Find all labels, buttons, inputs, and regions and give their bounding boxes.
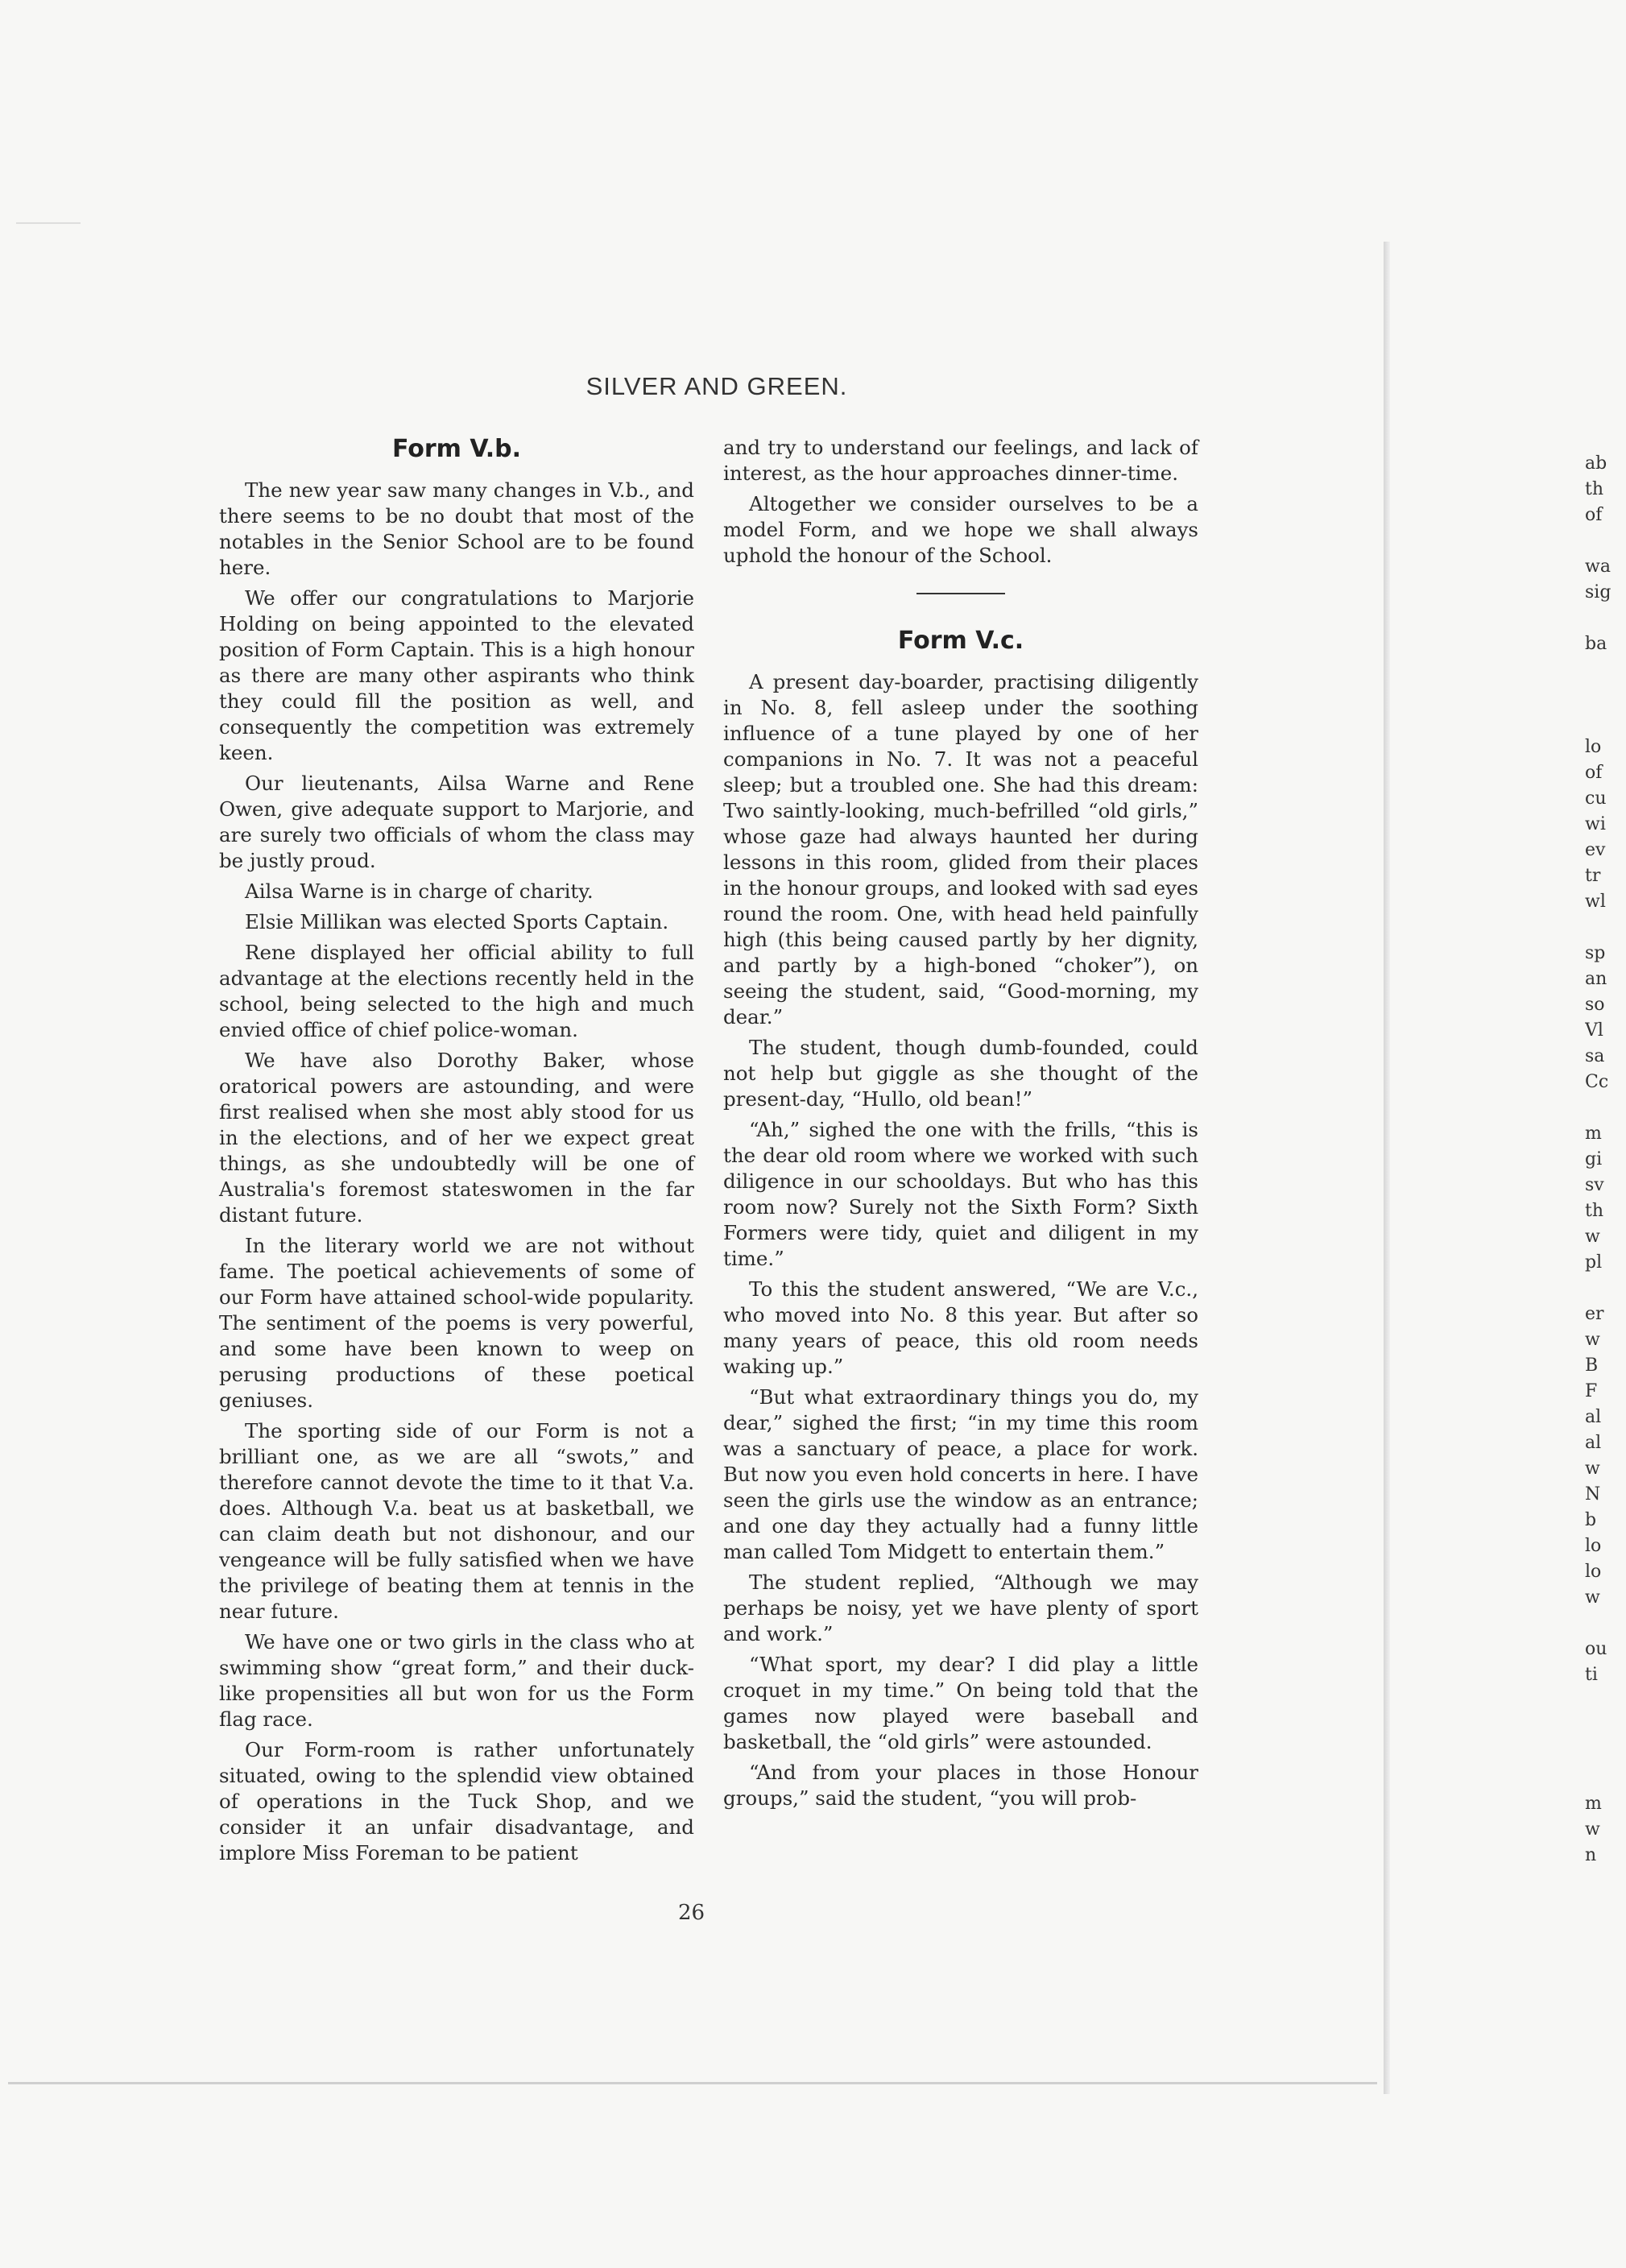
facing-page-fragment: pl: [1585, 1252, 1603, 1273]
paragraph: “What sport, my dear? I did play a little croquet in my time.” On being told that the games now played were baseball and basketball, the “old girls” were astounded.: [723, 1653, 1198, 1753]
paragraph: The sporting side of our Form is not a brilliant one, as we are all “swots,” and therefore cannot devote the time to it that V.a. does. Although V.a. beat us at basketball, we can claim death but not dishonour, and our vengeance will be fully satisfied when we have the privilege of beating them at tennis in the near future.: [219, 1419, 694, 1623]
facing-page-fragment: wl: [1585, 892, 1606, 912]
facing-page-fragment: tr: [1585, 866, 1601, 886]
facing-page-fragment: [1585, 657, 1625, 683]
page-number: 26: [678, 1901, 705, 1925]
facing-page-fragment: th: [1585, 1201, 1604, 1221]
running-header: SILVER AND GREEN.: [585, 372, 848, 400]
facing-page-fragment: sig: [1585, 582, 1612, 602]
paragraph: Our Form-room is rather unfortunately situated, owing to the splendid view obtained of operations in the Tuck Shop, and we consider it an unfair disadvantage, and implore Miss Foreman to be patient: [219, 1738, 694, 1864]
paragraph: Our lieutenants, Ailsa Warne and Rene Owen, give adequate support to Marjorie, and are surely two officials of whom the class may be justly proud.: [219, 772, 694, 872]
paragraph: “But what extraordinary things you do, my dear,” sighed the first; “in my time this room was a sanctuary of peace, a place for work. But now you even hold concerts in here. I have seen the girls use the window as an entrance; and one day they actually had a funny little man called Tom Midgett to entertain them.”: [723, 1385, 1198, 1563]
left-column: [219, 435, 694, 1871]
facing-page-fragment: ba: [1585, 634, 1607, 654]
facing-page-fragment: ou: [1585, 1639, 1607, 1659]
paragraph: “And from your places in those Honour groups,” said the student, “you will prob-: [723, 1761, 1198, 1810]
form-vc-heading: Form V.c.: [897, 627, 1024, 655]
facing-page-fragment: [1585, 1095, 1625, 1121]
form-vb-heading: Form V.b.: [391, 435, 521, 463]
paragraph: To this the student answered, “We are V.c., who moved into No. 8 this year. But after so many years of peace, this old room needs waking up.”: [723, 1277, 1198, 1378]
facing-page-fragment: [1585, 1740, 1625, 1765]
facing-page-fragment: lo: [1585, 737, 1602, 757]
facing-page-fragment: al: [1585, 1433, 1602, 1453]
facing-page-fragment: al: [1585, 1407, 1602, 1427]
paragraph: We offer our congratulations to Marjorie Holding on being appointed to the elevated position of Form Captain. This is a high honour as there are many other aspirants who think they could fill the position as well, and consequently the competition was extremely keen.: [219, 586, 694, 764]
paragraph: A present day-boarder, practising diligently in No. 8, fell asleep under the soothing influence of a tune played by one of her companions in No. 7. It was not a peaceful sleep; but a troubled one. She had this dream: Two saintly-looking, much-befrilled “old girls,” whose gaze had always haunted her during lessons in this room, glided from their places in the honour groups, and looked with sad eyes round the room. One, with head held painfully high (this being caused partly by her dignity, and partly by a high-boned “choker”), on seeing the student, said, “Good-morning, my dear.”: [723, 670, 1198, 1028]
facing-page-fragment: wa: [1585, 557, 1611, 577]
paragraph: We have also Dorothy Baker, whose oratorical powers are astounding, and were first realised when she most ably stood for us in the elections, and of her we expect great things, as she undoubtedly will be one of Australia's foremost stateswomen in the far distant future.: [219, 1049, 694, 1227]
facing-page-fragment: [1585, 709, 1625, 735]
paragraph: We have one or two girls in the class who at swimming show “great form,” and their duck-like propensities all but won for us the Form flag race.: [219, 1630, 694, 1731]
facing-page-fragment: wi: [1585, 814, 1606, 834]
paragraph: The student, though dumb-founded, could not help but giggle as she thought of the present-day, “Hullo, old bean!”: [723, 1036, 1198, 1111]
paragraph: In the literary world we are not without fame. The poetical achievements of some of our Form have attained school-wide popularity. The sentiment of the poems is very powerful, and some have been known to weep on perusing productions of these poetical geniuses.: [219, 1234, 694, 1412]
facing-page-fragment: so: [1585, 995, 1605, 1015]
paragraph: Elsie Millikan was elected Sports Captain.: [245, 910, 669, 933]
facing-page-fragment: gi: [1585, 1149, 1603, 1169]
scan-edge-top: [16, 222, 81, 224]
facing-page-fragment: sa: [1585, 1046, 1605, 1066]
facing-page-fragment: m: [1585, 1124, 1602, 1144]
facing-page-fragment: [1585, 1765, 1625, 1791]
facing-page-fragment: [1585, 606, 1625, 631]
paragraph: Rene displayed her official ability to full advantage at the elections recently held in the school, being selected to the high and much envied office of chief police-woman.: [219, 941, 694, 1041]
facing-page-fragment: er: [1585, 1304, 1604, 1324]
paragraph: “Ah,” sighed the one with the frills, “this is the dear old room where we worked with such diligence in our schooldays. But who has this room now? Surely not the Sixth Form? Sixth Formers were tidy, quiet and diligent in my time.”: [723, 1118, 1198, 1270]
facing-page-fragment: [1585, 915, 1625, 941]
facing-page-fragment: of: [1585, 763, 1603, 783]
facing-page-fragment: w: [1585, 1587, 1600, 1608]
facing-page-fragment: ti: [1585, 1665, 1598, 1685]
facing-page-fragment: [1585, 1688, 1625, 1714]
facing-page-fragment: F: [1585, 1381, 1598, 1401]
paragraph: The new year saw many changes in V.b., and there seems to be no doubt that most of the notables in the Senior School are to be found here.: [219, 478, 694, 579]
facing-page-fragment: b: [1585, 1510, 1597, 1530]
facing-page-fragment: ab: [1585, 453, 1607, 474]
facing-page-fragment: n: [1585, 1845, 1597, 1865]
continued-paragraph: and try to understand our feelings, and lack of interest, as the hour approaches dinner-time.: [723, 436, 1198, 485]
closing-paragraph: Altogether we consider ourselves to be a model Form, and we hope we shall always uphold the honour of the School.: [723, 492, 1198, 567]
facing-page-fragment: an: [1585, 969, 1607, 989]
facing-page-fragment: lo: [1585, 1536, 1602, 1556]
facing-page-fragment: [1585, 683, 1625, 709]
facing-page-fragment: th: [1585, 479, 1604, 499]
facing-page-fragment: lo: [1585, 1562, 1602, 1582]
facing-page-fragment: [1585, 1276, 1625, 1302]
facing-page-fragment: w: [1585, 1330, 1600, 1350]
facing-page-fragment: cu: [1585, 788, 1607, 809]
facing-page-fragment: N: [1585, 1484, 1601, 1504]
facing-page-fragment: sp: [1585, 943, 1606, 963]
facing-page-fragment: B: [1585, 1355, 1599, 1376]
scan-edge-bottom: [8, 2082, 1377, 2084]
facing-page-fragment: w: [1585, 1819, 1600, 1840]
facing-page-fragment: Cc: [1585, 1072, 1609, 1092]
facing-page-fragment: of: [1585, 505, 1603, 525]
facing-page-fragment: [1585, 1714, 1625, 1740]
facing-page-fragment: [1585, 1611, 1625, 1637]
facing-page-fragment: w: [1585, 1227, 1600, 1247]
paragraph: The student replied, “Although we may perhaps be noisy, yet we have plenty of sport and work.”: [723, 1571, 1198, 1645]
facing-page-fragment: w: [1585, 1459, 1600, 1479]
facing-page-fragments: [1585, 451, 1625, 1869]
paragraph: Ailsa Warne is in charge of charity.: [245, 879, 594, 903]
section-divider: [916, 593, 1005, 594]
facing-page-fragment: ev: [1585, 840, 1606, 860]
right-column: [723, 435, 1198, 1816]
page-fold-shadow: [1384, 242, 1390, 2094]
facing-page-fragment: m: [1585, 1794, 1602, 1814]
facing-page-fragment: [1585, 528, 1625, 554]
facing-page-fragment: Vl: [1585, 1020, 1603, 1041]
facing-page-fragment: sv: [1585, 1175, 1604, 1195]
